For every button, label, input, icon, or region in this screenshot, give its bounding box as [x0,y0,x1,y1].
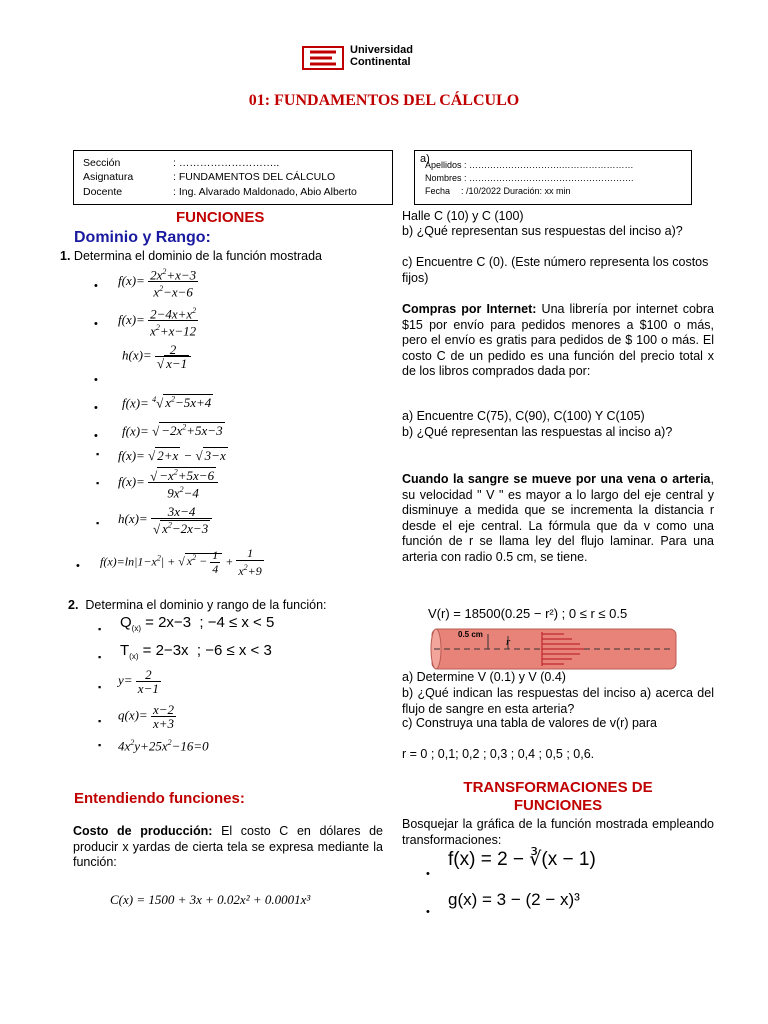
seccion-label: Sección [83,157,121,169]
compras-a: a) Encuentre C(75), C(90), C(100) Y C(105) [402,409,645,423]
bullet-icon: ▪ [96,518,100,528]
sangre-r-values: r = 0 ; 0,1; 0,2 ; 0,3 ; 0,4 ; 0,5 ; 0,6. [402,747,595,761]
asignatura-value: : FUNDAMENTOS DEL CÁLCULO [173,171,336,183]
transformaciones-heading-2: FUNCIONES [513,797,603,814]
costo-paragraph [73,824,383,871]
transf-text: Bosquejar la gráfica de la función mostrada empleando transformaciones: [402,817,714,847]
transf-f: f(x) = 2 − ∛(x − 1) [448,849,596,870]
nombres-field: Nombres : ………………………………………………. [425,173,634,183]
func-1: f(x)= $\frac{2x^2+x-3}{x^2-x-6}$ [118,267,197,300]
bullet-icon: • [76,560,80,572]
formula-v: V(r) = 18500(0.25 − r²) ; 0 ≤ r ≤ 0.5 [428,606,628,621]
bullet-icon: ▪ [98,624,102,634]
func-3: h(x)= $\frac{2}{√ x-1}$ [122,343,191,370]
transformaciones-heading-1: TRANSFORMACIONES DE [463,779,653,796]
bullet-icon: ▪ [98,740,102,750]
university-logo-text [350,44,413,68]
bullet-icon: • [94,318,98,330]
page-title: 01: FUNDAMENTOS DEL CÁLCULO [248,92,520,109]
docente-label: Docente [83,186,123,198]
func-4: f(x)= $^4$√ $x^2-5x+4$ [122,395,212,411]
bullet-icon: • [426,868,430,880]
compras-text: Una librería por internet cobra $15 por envío para pedidos menores a $100 o más, pero el envío es gratis para pedidos de $ 100 o más. El costo C de un pedido es una función del precio total x de los libros comprados dada por: [402,302,715,378]
sangre-paragraph [402,472,714,565]
compras-b: b) ¿Qué representan las respuestas al inciso a)? [402,425,673,439]
q1-number: 1. [60,249,71,263]
func-ellipse: $4x^2y+25x^2-16=0$ [118,738,209,754]
func-9: $f(x)=\ln|1-x^2|$ + √ $x^2$ − $\frac{1}{4}$ + $\frac{1}{x^2+9}$ [100,546,262,578]
dominio-heading: Dominio y Rango: [74,229,211,246]
func-7: f(x)= $\frac{√ -x^2+5x-6}{9x^2-4}$ [118,466,218,500]
q2-number: 2. [68,598,79,612]
logo-line2: Continental [350,56,411,68]
costo-formula: C(x) = 1500 + 3x + 0.02x² + 0.0001x³ [110,892,311,907]
bullet-icon: • [426,906,430,918]
funciones-heading: FUNCIONES [176,209,265,226]
bullet-icon: • [94,430,98,442]
bullet-icon: • [94,402,98,414]
func-6: f(x)= √ 2+x − √ 3−x [118,448,226,463]
costo-text: El costo C en dólares de producir x yardas de cierta tela se expresa mediante la función: [73,824,383,869]
bullet-icon: • [94,280,98,292]
course-info-box [73,150,393,205]
apellidos-field: Apellidos : ………………………….…………………… [425,160,634,170]
func-q2: q(x)= $\frac{x-2}{x+3}$ [118,702,174,731]
bullet-icon: • [94,374,98,386]
q2-text: Determina el dominio y rango de la función: [85,598,327,612]
logo-line1: Universidad [350,44,413,56]
func-y: y= $\frac{2}{x-1}$ [118,667,159,696]
fecha-label: Fecha [425,186,451,196]
costo-bold: Costo de producción: [73,824,213,838]
student-info-box [414,150,692,205]
c-encuentre-text: c) Encuentre C (0). (Este número representa los costos fijos) [402,255,709,285]
bullet-icon: ▪ [98,652,102,662]
sangre-c: c) Construya una tabla de valores de v(r) para [402,716,657,730]
halle-text: Halle C (10) y C (100) [402,209,524,223]
q1-text: Determina el dominio de la función mostrada [73,249,322,263]
func-q: $Q_{(x)} = 2x-3$ ; −4 ≤ x < 5 [120,614,275,633]
func-t: $T_{(x)} = 2-3x$ ; −6 ≤ x < 3 [120,642,272,661]
compras-paragraph [402,302,714,380]
sangre-bold: Cuando la sangre se mueve por una vena o arteria [402,472,711,486]
artery-label-r: r [506,636,511,648]
seccion-value: : ……………………….. [173,157,280,169]
compras-bold: Compras por Internet: [402,302,537,316]
b-represent-text: b) ¿Qué representan sus respuestas del inciso a)? [402,224,683,238]
fecha-value: : /10/2022 Duración: xx min [461,186,571,196]
bullet-icon: ▪ [98,716,102,726]
bullet-icon: ▪ [96,449,100,459]
func-8: h(x)= $\frac{3x-4}{√ x^2-2x-3}$ [118,505,212,535]
bullet-icon: ▪ [96,478,100,488]
artery-label-cm: 0.5 cm [458,630,483,639]
sangre-b: b) ¿Qué indican las respuestas del inciso a) acerca del flujo de sangre en esta arteria? [402,686,714,716]
docente-value: : Ing. Alvarado Maldonado, Abio Alberto [173,186,357,198]
func-5: f(x)= √ $-2x^2+5x-3$ [122,423,223,439]
sangre-text: , su velocidad " V " es mayor a lo largo del eje central y disminuye a medida que se incrementa la distancia r desde el eje central. La fórmula que da v como una función de r se llama ley del flujo laminar. Para una arteria con radio 0.5 cm, se tiene. [402,472,714,564]
university-logo-icon [302,46,344,70]
bullet-icon: ▪ [98,682,102,692]
func-2: f(x)= $\frac{2-4x+x^2}{x^2+x-12}$ [118,306,197,339]
marker-a: a) [420,153,430,165]
sangre-a: a) Determine V (0.1) y V (0.4) [402,670,566,684]
asignatura-label: Asignatura [83,171,134,183]
transf-g: g(x) = 3 − (2 − x)³ [448,890,580,909]
entendiendo-heading: Entendiendo funciones: [74,790,245,807]
